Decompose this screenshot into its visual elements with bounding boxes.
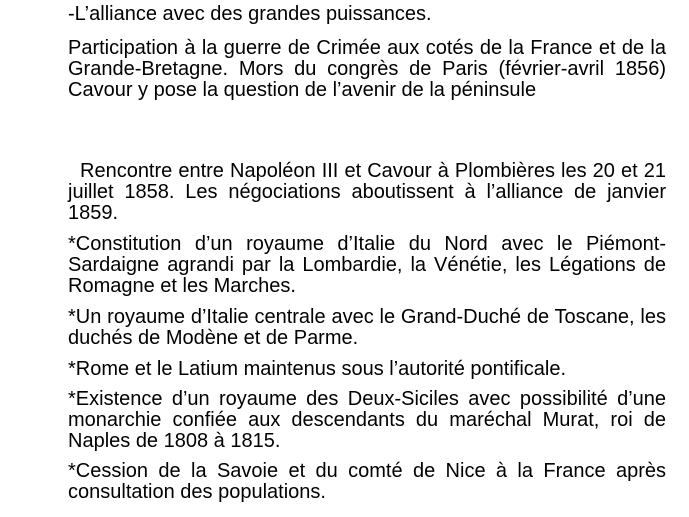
paragraph-savoie-nice: *Cession de la Savoie et du comté de Nice à la France après consultation des populations.: [68, 460, 666, 503]
paragraph-plombieres: Rencontre entre Napoléon III et Cavour à Plombières les 20 et 21 juillet 1858. Les négociations aboutissent à l’alliance de janvier 1859.: [68, 160, 666, 224]
paragraph-italie-nord: *Constitution d’un royaume d’Italie du Nord avec le Piémont-Sardaigne agrandi par la Lombardie, la Vénétie, les Légations de Romagne et les Marches.: [68, 233, 666, 297]
paragraph-rome-latium: *Rome et le Latium maintenus sous l’autorité pontificale.: [68, 358, 567, 380]
paragraph-italie-centrale: *Un royaume d’Italie centrale avec le Grand-Duché de Toscane, les duchés de Modène et de Parme.: [68, 306, 666, 349]
paragraph-deux-siciles: *Existence d’un royaume des Deux-Siciles avec possibilité d’une monarchie confiée aux descendants du maréchal Murat, roi de Naples de 1808 à 1815.: [68, 388, 666, 452]
paragraph-alliance: -L’alliance avec des grandes puissances.: [68, 3, 432, 25]
paragraph-crimee: Participation à la guerre de Crimée aux cotés de la France et de la Grande-Bretagne. Mors du congrès de Paris (février-avril 1856) Cavour y pose la question de l’avenir de la péninsule: [68, 37, 666, 101]
